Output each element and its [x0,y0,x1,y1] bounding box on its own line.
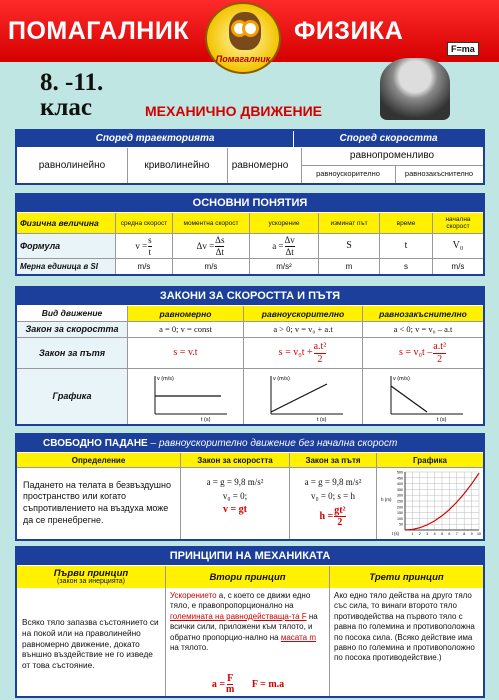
col-uniform: равномерно [128,306,243,321]
ff-p2: v₀ = 0; s = h [310,491,356,501]
t2b: a, с което се движи едно тяло, е правопропорционално на [170,591,311,611]
x-axis-label: t (s) [391,531,399,536]
owl-icon [229,12,261,50]
grade-sub: клас [40,94,93,121]
ff-p3d: 2 [337,517,343,528]
col-definition: Определение [17,453,180,467]
axis-t-3: t (s) [437,417,447,422]
section-title: МЕХАНИЧНО ДВИЖЕНИЕ [145,103,322,119]
row-unit-text: Мерна единица в SI [20,261,98,271]
f-s: s [148,235,152,246]
col-inst-speed: моментна скорост [173,213,249,233]
path3-a: s = v₀t – [398,347,433,359]
y-tick-label: 450 [397,476,403,481]
fn: F [227,673,234,684]
t2a: Ускорението [170,591,217,600]
unit-acceleration: m/s² [276,261,292,271]
second-principle-text [170,591,326,653]
header-left-title: ПОМАГАЛНИК [8,17,190,45]
x-tick-label: 7 [455,532,458,536]
formula-init-speed: V₀ [452,240,464,252]
x-tick-label: 8 [463,532,466,536]
path3-num: a.t² [433,341,446,352]
col-accelerated: равноускорително [244,306,362,321]
f-v: v = [135,240,148,251]
f-dt: Δt [215,246,224,257]
grade-range: 8. -11. [40,69,104,96]
line-decelerated [391,386,427,412]
speed-law-accelerated: a > 0; v = v₀ + a.t [273,323,333,334]
x-tick-label: 4 [433,532,436,536]
straight-cell: равнолинейно [38,159,106,171]
graph-uniform [141,372,231,422]
col-ff-speed: Закон за скоростта [181,453,289,467]
row-quantity-label: Физична величина [17,213,115,233]
line-accelerated [271,384,327,412]
col-distance: изминат път [319,213,379,233]
second-principle-formula [170,674,326,695]
row-formula-label [17,234,115,258]
freefall-subtitle: – равноускорително движение без начална скорост [147,438,398,449]
axis-t-1: t (s) [201,417,211,422]
x-tick-label: 5 [441,532,443,536]
ff-p3n: gt² [334,505,346,516]
y-tick-label: 300 [397,493,403,498]
unit-distance: m [345,261,353,271]
laws-title: ЗАКОНИ ЗА СКОРОСТТА И ПЪТЯ [17,288,483,305]
speed-law-uniform: a = 0; v = const [159,323,212,334]
unit-avg-speed: m/s [137,261,151,271]
ff-s3: v = gt [222,504,248,515]
row-formula-text: Формула [20,240,61,251]
formula-acceleration [250,234,318,258]
t2c: големината на равнодействаща-та F [170,611,307,621]
speed-law-decelerated: a < 0; v = v₀ – a.t [393,323,453,334]
axis-v-2: v (m/s) [273,376,290,382]
unit-init-speed: m/s [451,261,465,271]
header-right-title: ФИЗИКА [294,17,404,45]
y-tick-label: 400 [397,482,403,487]
basic-concepts-panel [15,193,485,276]
col-ff-graph: Графика [377,453,483,467]
principles-panel [15,546,485,698]
path-law-accelerated [244,338,362,368]
by-trajectory-header: Според траекторията [17,131,293,147]
path2-den: 2 [317,353,323,365]
basic-concepts-title: ОСНОВНИ ПОНЯТИЯ [17,195,483,212]
freefall-title: СВОБОДНО ПАДАНЕ [43,438,148,449]
path-law-uniform: s = v.t [173,347,198,359]
p1-sub: (закон за инерцията) [57,578,125,586]
y-tick-label: 50 [399,522,403,527]
axis-v-3: v (m/s) [393,376,410,382]
row-speed-text: Закон за скоростта [25,324,119,335]
x-tick-label: 2 [418,532,421,536]
y-axis-label: h (m) [381,497,392,502]
y-tick-label: 200 [397,505,403,510]
ff-p3a: h = [319,510,334,522]
col-init-speed: начална скорост [433,213,483,233]
y-tick-label: 100 [397,516,403,521]
freefall-panel [15,433,485,541]
ff-speed-law [181,475,289,517]
axis-t-2: t (s) [317,417,327,422]
t2e: масата m [280,632,316,642]
formula-inst-speed [173,234,249,258]
fd: m [226,684,235,695]
second-principle-head: Втори принцип [166,566,329,588]
col-avg-speed: средна скорост [116,213,172,233]
x-tick-label: 6 [448,532,451,536]
newton-portrait [380,58,450,120]
formula-distance: S [346,240,352,252]
freefall-chart [379,468,483,540]
y-tick-label: 500 [397,470,403,475]
owl-logo [205,2,281,74]
axis-v-1: v (m/s) [157,376,174,382]
row-path-text: Закон за пътя [38,347,106,358]
col-ff-path: Закон за пътя [290,453,376,467]
formula-avg-speed [116,234,172,258]
x-tick-label: 1 [411,532,414,536]
f-a: a = [272,240,284,251]
x-tick-label: 9 [470,532,473,536]
row-path-law [17,338,127,368]
path-law-decelerated [363,338,483,368]
f-t: t [148,246,152,257]
col-acceleration: ускорение [250,213,318,233]
graph-accelerated [257,372,347,422]
grade-label [40,70,103,120]
formula-badge: F=ma [447,42,479,56]
ff-p1: a = g = 9,8 m/s² [304,477,362,487]
y-tick-label: 150 [397,511,403,516]
first-principle-head [17,566,165,588]
col-time: време [380,213,432,233]
x-tick-label: 10 [477,532,481,536]
freefall-title-bar [17,435,483,452]
accelerated-cell: равноускорително [316,169,380,179]
graph-decelerated [377,372,467,422]
ff-s2: v₀ = 0; [222,491,248,501]
p1-title: Първи принцип [53,567,129,579]
row-graph-text: Графика [52,391,92,402]
f-adt: Δt [285,246,294,257]
fa: a = [211,678,226,690]
y-tick-label: 350 [397,487,403,492]
ff-s1: a = g = 9,8 m/s² [206,477,264,487]
formula-time: t [404,240,408,252]
ff-path-law [290,475,376,528]
fma: F = m.a [251,678,285,690]
logo-text: Помагалник [215,54,271,64]
laws-panel [15,286,485,426]
path3-den: 2 [437,353,443,365]
path2-a: s = v₀t + [278,347,313,359]
uniform-cell: равномерно [231,159,289,171]
freefall-definition: Падането на телата в безвъздушно пространство или когато съпротивлението на въздуха може да се пренебрегне. [23,479,171,525]
curved-cell: криволинейно [144,159,210,171]
f-dv: Δv = [196,240,215,251]
col-motion-type [17,306,127,321]
row-graph [17,369,127,424]
t2f: на тялото. [170,642,209,652]
unit-time: s [404,261,408,271]
col-motion-type-text: Вид движение [41,307,103,318]
principles-title: ПРИНЦИПИ НА МЕХАНИКАТА [17,548,483,565]
y-tick-label: 250 [397,499,403,504]
path2-num: a.t² [313,341,327,352]
col-decelerated: равнозакъснително [363,306,483,321]
third-principle-text: Ако едно тяло действа на друго тяло със сила, то винаги второто тяло противодейства на първото тяло с равна по големина и противоположна по посока сила. (Всяко действие има равно по големина и противоположно по посока противодействие.) [334,591,475,663]
unit-inst-speed: m/s [204,261,218,271]
by-speed-header: Според скоростта [294,131,483,147]
third-principle-head: Трети принцип [330,566,483,588]
first-principle-text: Всяко тяло запазва състоянието си на покой или на праволинейно равномерно движение, докато външно въздействие не го изведе от това състояние. [22,617,159,671]
motion-types-panel [15,129,485,185]
f-adv: Δv [284,235,295,246]
row-unit-label [17,259,115,274]
f-ds: Δs [215,235,225,246]
x-tick-label: 3 [426,532,429,536]
row-speed-law [17,322,127,337]
t2d: на всички сили, приложени към тялото, и обратно пропорцио-нално на [170,611,318,642]
nonuniform-cell: равнопроменливо [349,150,435,162]
decelerated-cell: равнозакъснително [404,169,474,179]
